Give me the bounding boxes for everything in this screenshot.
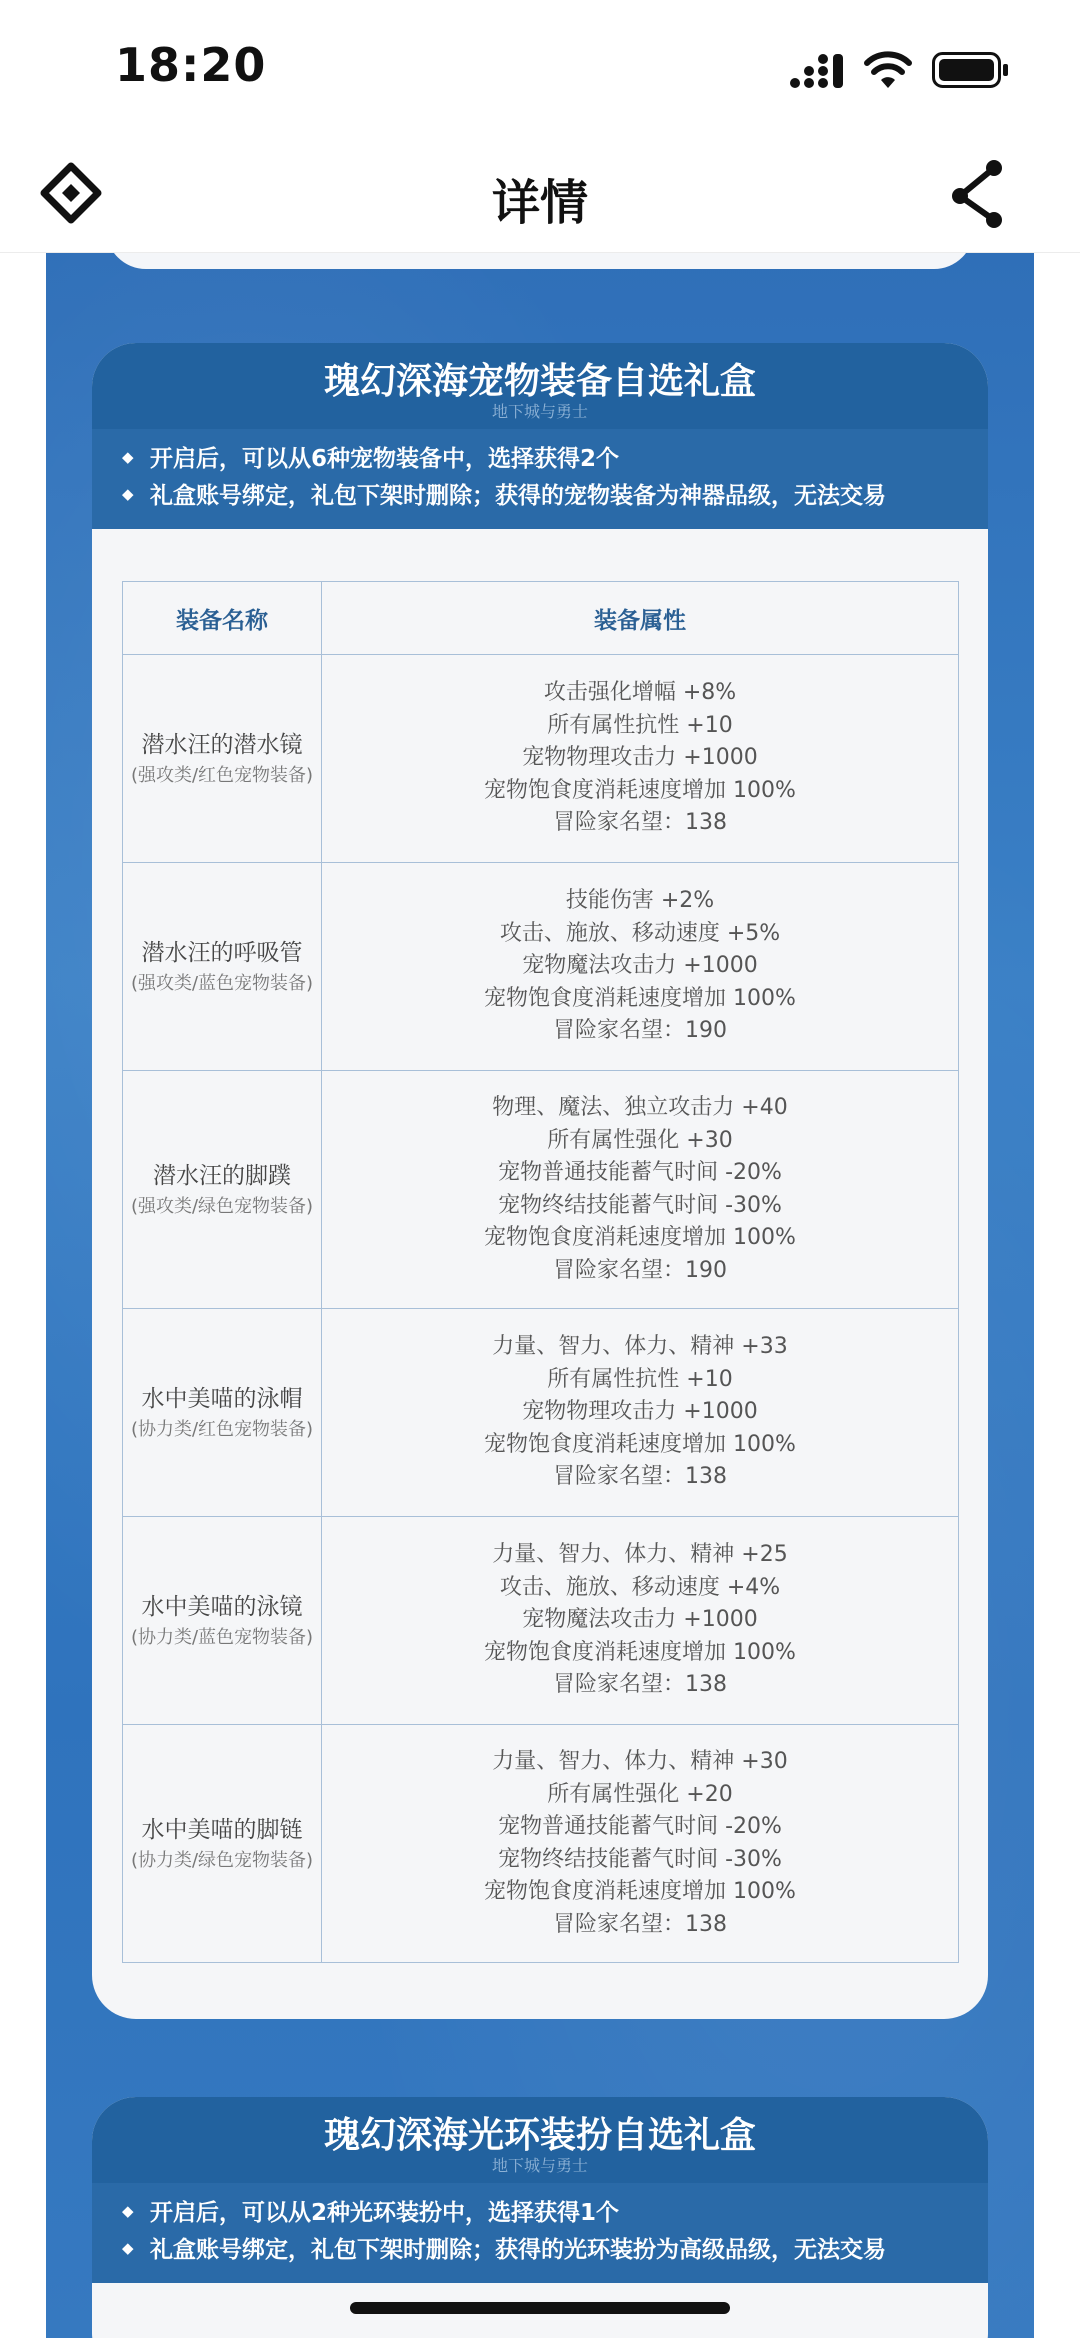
attribute-line: 冒险家名望：138 [553, 1672, 727, 1698]
diamond-bullet-icon: ◆ [122, 448, 134, 466]
equipment-name: 潜水汪的呼吸管 [141, 939, 303, 966]
table-row [123, 655, 959, 863]
attribute-line: 宠物魔法攻击力 +1000 [522, 953, 758, 979]
equipment-category: (协力类/红色宠物装备) [130, 1418, 314, 1440]
status-time: 18:20 [115, 38, 267, 92]
attribute-line: 攻击强化增幅 +8% [543, 680, 737, 706]
attribute-line: 宠物饱食度消耗速度增加 100% [484, 1879, 796, 1904]
nav-bar [0, 140, 1080, 253]
equipment-attributes-cell [322, 655, 959, 863]
equipment-attributes-cell [322, 1725, 959, 1963]
card-header [92, 2097, 988, 2183]
equipment-name-cell [123, 655, 322, 863]
equipment-category: (协力类/绿色宠物装备) [130, 1849, 314, 1871]
attribute-line: 冒险家名望：190 [553, 1018, 727, 1044]
battery-icon [932, 52, 1010, 88]
attribute-line: 宠物饱食度消耗速度增加 100% [484, 985, 796, 1011]
table-row [123, 1309, 959, 1517]
equipment-name-cell [123, 863, 322, 1071]
attribute-line: 宠物饱食度消耗速度增加 100% [484, 1639, 796, 1665]
note-item: ◆ 开启后，可以从6种宠物装备中，选择获得2个 [122, 441, 988, 478]
equipment-category: (协力类/蓝色宠物装备) [130, 1626, 314, 1648]
table-header-row [123, 582, 959, 655]
diamond-bullet-icon: ◆ [122, 2239, 134, 2257]
equipment-name: 潜水汪的脚蹼 [153, 1162, 291, 1189]
attribute-line: 所有属性强化 +20 [547, 1781, 733, 1807]
attribute-line: 宠物终结技能蓄气时间 -30% [498, 1846, 782, 1872]
table-row [123, 1517, 959, 1725]
wifi-icon [864, 50, 912, 90]
attribute-line: 力量、智力、体力、精神 +33 [492, 1334, 788, 1360]
previous-card-edge [106, 253, 974, 269]
card-subtitle: 地下城与勇士 [491, 402, 588, 421]
diamond-bullet-icon: ◆ [122, 2202, 134, 2220]
card-subtitle: 地下城与勇士 [491, 2156, 588, 2175]
card-header [92, 343, 988, 429]
attribute-line: 所有属性抗性 +10 [547, 1366, 733, 1392]
equipment-attributes-cell [322, 1309, 959, 1517]
page-title: 详情 [491, 175, 588, 231]
equipment-category: (强攻类/绿色宠物装备) [130, 1195, 314, 1217]
attribute-line: 技能伤害 +2% [565, 888, 715, 914]
equipment-name-cell [123, 1725, 322, 1963]
share-icon[interactable] [948, 156, 1008, 232]
attribute-line: 攻击、施放、移动速度 +5% [499, 920, 781, 946]
attribute-line: 冒险家名望：138 [553, 1911, 727, 1937]
equipment-attributes-cell [322, 863, 959, 1071]
attribute-line: 冒险家名望：138 [553, 1464, 727, 1490]
home-indicator[interactable] [350, 2302, 730, 2314]
attribute-line: 所有属性强化 +30 [547, 1127, 733, 1153]
attribute-line: 宠物物理攻击力 +1000 [522, 745, 758, 771]
note-item: ◆ 礼盒账号绑定，礼包下架时删除；获得的宠物装备为神器品级，无法交易 [122, 478, 988, 515]
attribute-line: 宠物普通技能蓄气时间 -20% [498, 1814, 782, 1839]
card-notes [92, 2183, 988, 2283]
attribute-line: 攻击、施放、移动速度 +4% [499, 1574, 781, 1600]
detail-content[interactable] [46, 253, 1034, 2338]
equipment-name: 水中美喵的脚链 [141, 1816, 303, 1843]
status-bar [0, 0, 1080, 140]
equipment-attributes-cell [322, 1517, 959, 1725]
equipment-category: (强攻类/蓝色宠物装备) [130, 972, 314, 994]
table-row [123, 1725, 959, 1963]
attribute-line: 所有属性抗性 +10 [547, 712, 733, 738]
column-header-name: 装备名称 [123, 582, 322, 655]
table-row [123, 1071, 959, 1309]
attribute-line: 宠物饱食度消耗速度增加 100% [484, 777, 796, 803]
equipment-name-cell [123, 1309, 322, 1517]
column-header-attributes: 装备属性 [322, 582, 959, 655]
card-title: 瑰幻深海宠物装备自选礼盒 [323, 361, 756, 402]
attribute-line: 宠物饱食度消耗速度增加 100% [484, 1431, 796, 1457]
attribute-line: 力量、智力、体力、精神 +25 [492, 1542, 788, 1568]
attribute-line: 宠物魔法攻击力 +1000 [522, 1607, 758, 1633]
equipment-name: 潜水汪的潜水镜 [141, 731, 303, 758]
gift-box-card-pet-equipment [92, 343, 988, 2019]
attribute-line: 宠物物理攻击力 +1000 [522, 1399, 758, 1425]
equipment-name: 水中美喵的泳帽 [141, 1385, 303, 1412]
card-title: 瑰幻深海光环装扮自选礼盒 [323, 2115, 756, 2156]
attribute-line: 宠物饱食度消耗速度增加 100% [484, 1225, 796, 1250]
equipment-category: (强攻类/红色宠物装备) [130, 764, 314, 786]
equipment-name: 水中美喵的泳镜 [141, 1593, 303, 1620]
attribute-line: 宠物普通技能蓄气时间 -20% [498, 1160, 782, 1185]
cellular-signal-icon [788, 54, 846, 90]
attribute-line: 宠物终结技能蓄气时间 -30% [498, 1192, 782, 1218]
attribute-line: 物理、魔法、独立攻击力 +40 [492, 1095, 788, 1120]
diamond-bullet-icon: ◆ [122, 485, 134, 503]
equipment-attributes-cell [322, 1071, 959, 1309]
card-notes [92, 429, 988, 529]
attribute-line: 冒险家名望：138 [553, 810, 727, 836]
equipment-name-cell [123, 1071, 322, 1309]
note-item: ◆ 开启后，可以从2种光环装扮中，选择获得1个 [122, 2195, 988, 2232]
attribute-line: 力量、智力、体力、精神 +30 [492, 1749, 788, 1774]
equipment-table [122, 581, 959, 1963]
note-item: ◆ 礼盒账号绑定，礼包下架时删除；获得的光环装扮为高级品级，无法交易 [122, 2232, 988, 2269]
equipment-name-cell [123, 1517, 322, 1725]
table-row [123, 863, 959, 1071]
attribute-line: 冒险家名望：190 [553, 1257, 727, 1283]
